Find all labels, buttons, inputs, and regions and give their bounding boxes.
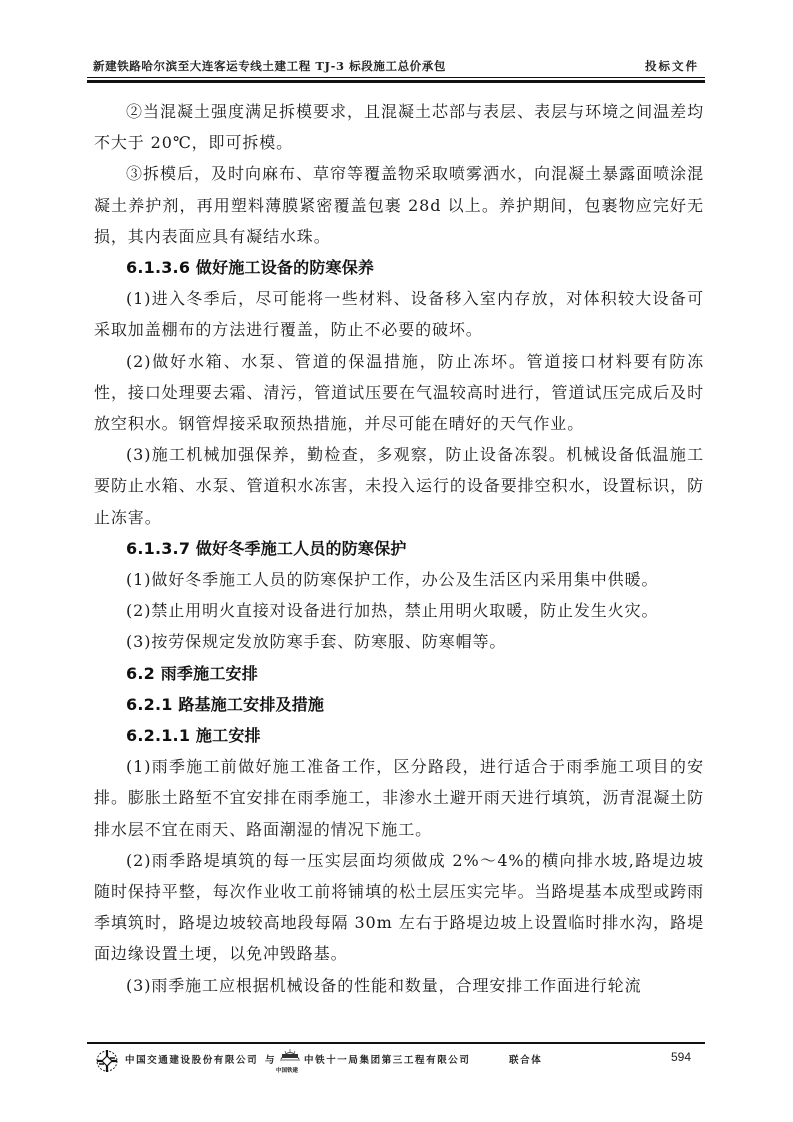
footer-company-cccc: 中国交通建设股份有限公司 bbox=[125, 1055, 259, 1066]
page-footer bbox=[87, 1042, 705, 1082]
footer-conjunction: 与 bbox=[265, 1055, 275, 1066]
heading-6-2-1: 6.2.1 路基施工安排及措施 bbox=[126, 694, 325, 714]
heading-6-1-3-6: 6.1.3.6 做好施工设备的防寒保养 bbox=[126, 258, 375, 278]
paragraph-post-demolding-curing: ③拆模后，及时向麻布、草帘等覆盖物采取喷雾洒水，向混凝土暴露面喷涂混凝土养护剂，再用塑料薄膜紧密覆盖包裹 28d 以上。养护期间，包裹物应完好无损，其内表面应具有凝结水珠。 bbox=[94, 164, 704, 246]
heading-6-2-1-1: 6.2.1.1 施工安排 bbox=[126, 726, 261, 746]
page-header bbox=[87, 58, 705, 82]
paragraph-rainy-season-prep: (1)雨季施工前做好施工准备工作，区分路段，进行适合于雨季施工项目的安排。膨胀土路堑不宜安排在雨季施工，非渗水土避开雨天进行填筑，沥青混凝土防排水层不宜在雨天、路面潮湿的情况下施工。 bbox=[94, 757, 704, 839]
paragraph-equipment-storage: (1)进入冬季后，尽可能将一些材料、设备移入室内存放，对体积较大设备可采取加盖棚布的方法进行覆盖，防止不必要的破坏。 bbox=[94, 289, 704, 340]
footer-joint-venture: 联合体 bbox=[509, 1055, 543, 1066]
page-number: 594 bbox=[670, 1050, 691, 1064]
heading-6-1-3-7: 6.1.3.7 做好冬季施工人员的防寒保护 bbox=[126, 538, 407, 558]
paragraph-fire-prevention: (2)禁止用明火直接对设备进行加热，禁止用明火取暖，防止发生火灾。 bbox=[126, 601, 659, 621]
paragraph-machine-maintenance: (3)施工机械加强保养，勤检查，多观察，防止设备冻裂。机械设备低温施工要防止水箱、水泵、管道积水冻害，未投入运行的设备要排空积水，设置标识，防止冻害。 bbox=[94, 445, 704, 527]
header-document-type: 投标文件 bbox=[645, 59, 699, 73]
heading-6-2: 6.2 雨季施工安排 bbox=[126, 663, 258, 683]
crcc-logo-caption: 中国铁建 bbox=[276, 1068, 299, 1074]
header-title: 新建铁路哈尔滨至大连客运专线土建工程 TJ-3 标段施工总价承包 bbox=[93, 59, 446, 73]
paragraph-demolding-condition: ②当混凝土强度满足拆模要求，且混凝土芯部与表层、表层与环境之间温差均不大于 20℃，即可拆模。 bbox=[94, 102, 704, 153]
footer-company-crcc11-third: 中铁十一局集团第三工程有限公司 bbox=[304, 1055, 471, 1066]
cccc-logo-icon bbox=[95, 1048, 119, 1074]
crcc-logo-icon bbox=[279, 1048, 301, 1062]
paragraph-cold-gear: (3)按劳保规定发放防寒手套、防寒服、防寒帽等。 bbox=[126, 632, 507, 652]
paragraph-pipe-insulation: (2)做好水箱、水泵、管道的保温措施，防止冻坏。管道接口材料要有防冻性，接口处理要去霜、清污，管道试压要在气温较高时进行，管道试压完成后及时放空积水。钢管焊接采取预热措施，并尽可能在晴好的天气作业。 bbox=[94, 351, 704, 434]
paragraph-worker-protection: (1)做好冬季施工人员的防寒保护工作，办公及生活区内采用集中供暖。 bbox=[126, 570, 659, 590]
footer-rule bbox=[87, 1042, 705, 1044]
paragraph-embankment-drainage: (2)雨季路堤填筑的每一压实层面均须做成 2%～4%的横向排水坡,路堤边坡随时保持平整，每次作业收工前将铺填的松土层压实完毕。当路堤基本成型或跨雨季填筑时，路堤边坡较高地段每隔 30m 左右于路堤边坡上设置临时排水沟，路堤面边缘设置土埂，以免冲毁路基。 bbox=[94, 850, 704, 964]
header-rule-thick bbox=[87, 80, 705, 83]
page-body bbox=[94, 96, 704, 1001]
paragraph-equipment-rotation: (3)雨季施工应根据机械设备的性能和数量，合理安排工作面进行轮流 bbox=[126, 975, 642, 995]
header-rule-thin bbox=[87, 77, 705, 78]
